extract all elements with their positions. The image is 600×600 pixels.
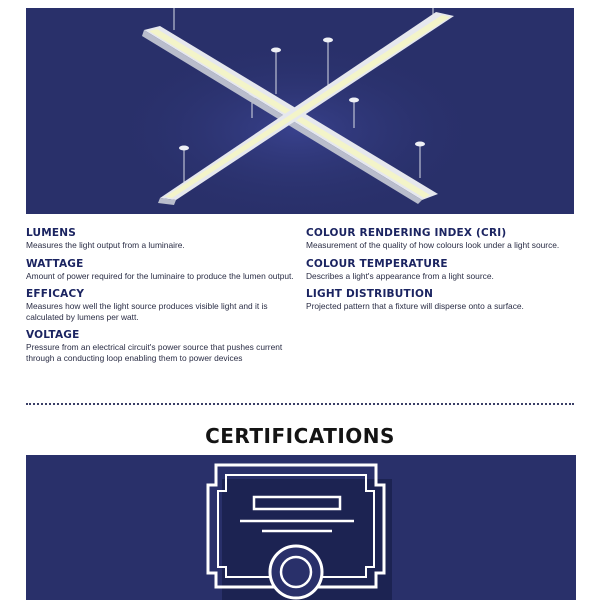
term-lumens	[26, 226, 296, 251]
cross-pendant-light-icon	[26, 8, 574, 214]
term-title: COLOUR RENDERING INDEX (CRI)	[306, 227, 507, 239]
term-light-distribution	[306, 287, 574, 312]
term-description: Amount of power required for the luminaire to produce the lumen output.	[26, 270, 294, 281]
term-wattage	[26, 257, 296, 282]
dotted-divider	[26, 403, 574, 405]
certifications-banner	[26, 455, 576, 600]
term-efficacy	[26, 287, 296, 322]
terms-column-left	[26, 226, 296, 369]
term-title: LIGHT DISTRIBUTION	[306, 288, 434, 300]
certifications-heading: CERTIFICATIONS	[205, 424, 395, 448]
certificate-icon	[26, 455, 576, 600]
term-description: Describes a light's appearance from a light source.	[306, 270, 494, 281]
term-description: Projected pattern that a fixture will disperse onto a surface.	[306, 301, 524, 311]
term-cri	[306, 226, 574, 251]
term-title: COLOUR TEMPERATURE	[306, 257, 448, 270]
term-colour-temperature	[306, 257, 574, 282]
term-description: Measurement of the quality of how colours look under a light source.	[306, 240, 560, 250]
term-title: EFFICACY	[26, 288, 85, 300]
term-title: VOLTAGE	[26, 329, 80, 341]
term-title: WATTAGE	[26, 257, 84, 270]
terms-column-right	[306, 226, 574, 318]
term-title: LUMENS	[26, 227, 77, 239]
term-voltage	[26, 328, 296, 363]
term-description: Measures how well the light source produces visible light and it is calculated by lumens per watt.	[26, 301, 268, 322]
hero-banner	[26, 8, 574, 214]
term-description: Pressure from an electrical circuit's power source that pushes current through a conducting loop enabling them to power devices	[26, 342, 283, 363]
term-description: Measures the light output from a luminaire.	[26, 240, 185, 250]
